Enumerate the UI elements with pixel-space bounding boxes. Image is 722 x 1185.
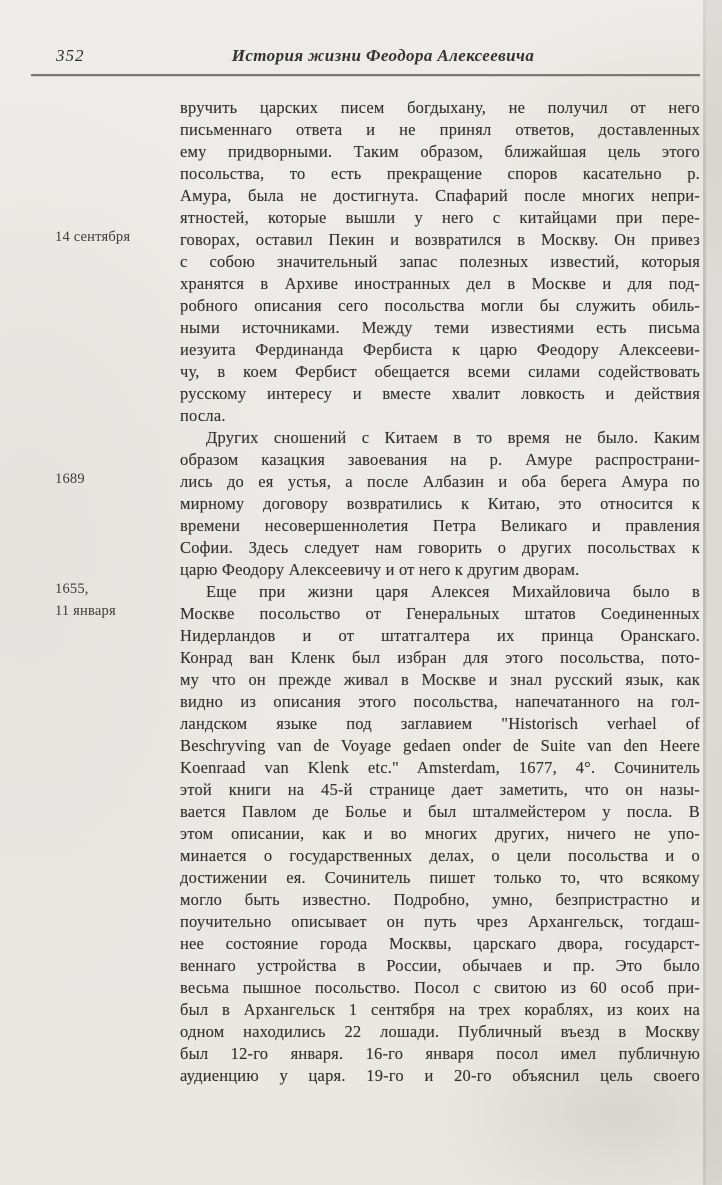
- margin-note-date: 11 января: [55, 603, 116, 619]
- paragraph: [180, 581, 700, 1087]
- text-line: посла.: [180, 406, 226, 425]
- text-line: Beschryving van de Voyage gedaen onder de Suite van den Heere: [180, 736, 700, 755]
- text-line: письменнаго ответа и не принял ответов, доставленных: [180, 120, 700, 139]
- text-line: времени несовершеннолетия Петра Великаго и правления: [180, 516, 700, 535]
- text-line: хранятся в Архиве иностранных дел в Москве и для под-: [180, 274, 700, 293]
- text-block: [180, 97, 700, 1087]
- text-line: видно из описания этого посольства, напечатанного на гол-: [180, 692, 700, 711]
- text-line: могло быть известно. Подробно, умно, безпристрастно и: [180, 890, 700, 909]
- text-line: был в Архангельск 1 сентября на трех кораблях, из коих на: [180, 1000, 700, 1019]
- paragraph: [180, 427, 700, 581]
- text-line: царю Феодору Алексеевичу и от него к другим дворам.: [180, 560, 580, 579]
- text-line: му что он прежде живал в Москве и знал русский язык, как: [180, 670, 700, 689]
- text-line: ему придворными. Таким образом, ближайшая цель этого: [180, 142, 700, 161]
- text-line: Нидерландов и от штатгалтера их принца Оранскаго.: [180, 626, 700, 645]
- text-line: лись до ея устья, а после Албазин и оба берега Амура по: [180, 472, 700, 491]
- text-line: ными источниками. Между теми известиями есть письма: [180, 318, 700, 337]
- text-line: Амура, была не достигнута. Спафарий после многих непри-: [180, 186, 700, 205]
- text-line: Других сношений с Китаем в то время не было. Каким: [206, 428, 700, 447]
- text-line: веннаго устройства в России, обычаев и пр. Это было: [180, 956, 700, 975]
- text-line: мирному договору возвратились к Китаю, это относится к: [180, 494, 700, 513]
- text-line: с собою значительный запас полезных известий, которыя: [180, 252, 700, 271]
- text-line: этом описании, как и во многих других, ничего не упо-: [180, 824, 700, 843]
- text-line: русскому интересу и вместе хвалит ловкость и действия: [180, 384, 700, 403]
- text-line: Софии. Здесь следует нам говорить о других посольствах к: [180, 538, 700, 557]
- text-line: минается о государственных делах, о цели посольства и о: [180, 846, 700, 865]
- page-number: 352: [56, 46, 85, 65]
- text-line: поучительно описывает он путь чрез Архангельск, тогдаш-: [180, 912, 700, 931]
- text-line: одном находились 22 лошади. Публичный въезд в Москву: [180, 1022, 700, 1041]
- text-line: этой книги на 45-й странице дает заметить, что он назы-: [180, 780, 700, 799]
- text-line: образом казацкия завоевания на р. Амуре распространи-: [180, 450, 700, 469]
- text-line: ландском языке под заглавием "Historisch verhael of: [180, 714, 700, 733]
- text-line: говорах, оставил Пекин и возвратился в Москву. Он привез: [180, 230, 700, 249]
- text-line: Москве посольство от Генеральных штатов Соединенных: [180, 604, 700, 623]
- header-rule: [31, 74, 700, 76]
- text-line: был 12-го января. 16-го января посол имел публичную: [180, 1044, 700, 1063]
- text-line: Конрад ван Кленк был избран для этого посольства, пото-: [180, 648, 700, 667]
- text-line: посольства, то есть прекращение споров касательно р.: [180, 164, 700, 183]
- text-line: весьма пышное посольство. Посол с свитою из 60 особ при-: [180, 978, 700, 997]
- text-line: аудиенцию у царя. 19-го и 20-го объяснил цель своего: [180, 1066, 700, 1085]
- text-line: Koenraad van Klenk etc." Amsterdam, 1677, 4°. Сочинитель: [180, 758, 700, 777]
- text-line: вручить царских писем богдыхану, не получил от него: [180, 98, 700, 117]
- text-line: нее состояние города Москвы, царскаго двора, государст-: [180, 934, 700, 953]
- margin-note-date: 14 сентября: [55, 229, 131, 245]
- margin-note-year: 1689: [55, 471, 85, 487]
- text-line: ятностей, которые вышли у него с китайцами при пере-: [180, 208, 700, 227]
- text-line: робного описания сего посольства могли бы служить обиль-: [180, 296, 700, 315]
- text-line: вается Павлом де Болье и был шталмейстером у посла. В: [180, 802, 700, 821]
- running-title: История жизни Феодора Алексеевича: [231, 46, 535, 65]
- paragraph: [180, 97, 700, 427]
- text-line: чу, в коем Фербист обещается всеми силами содействовать: [180, 362, 700, 381]
- text-line: Еще при жизни царя Алексея Михайловича было в: [206, 582, 700, 601]
- margin-note-year: 1655,: [55, 581, 89, 597]
- text-line: достижении ея. Сочинитель пишет только то, что всякому: [180, 868, 700, 887]
- text-line: иезуита Фердинанда Фербиста к царю Феодору Алексееви-: [180, 340, 700, 359]
